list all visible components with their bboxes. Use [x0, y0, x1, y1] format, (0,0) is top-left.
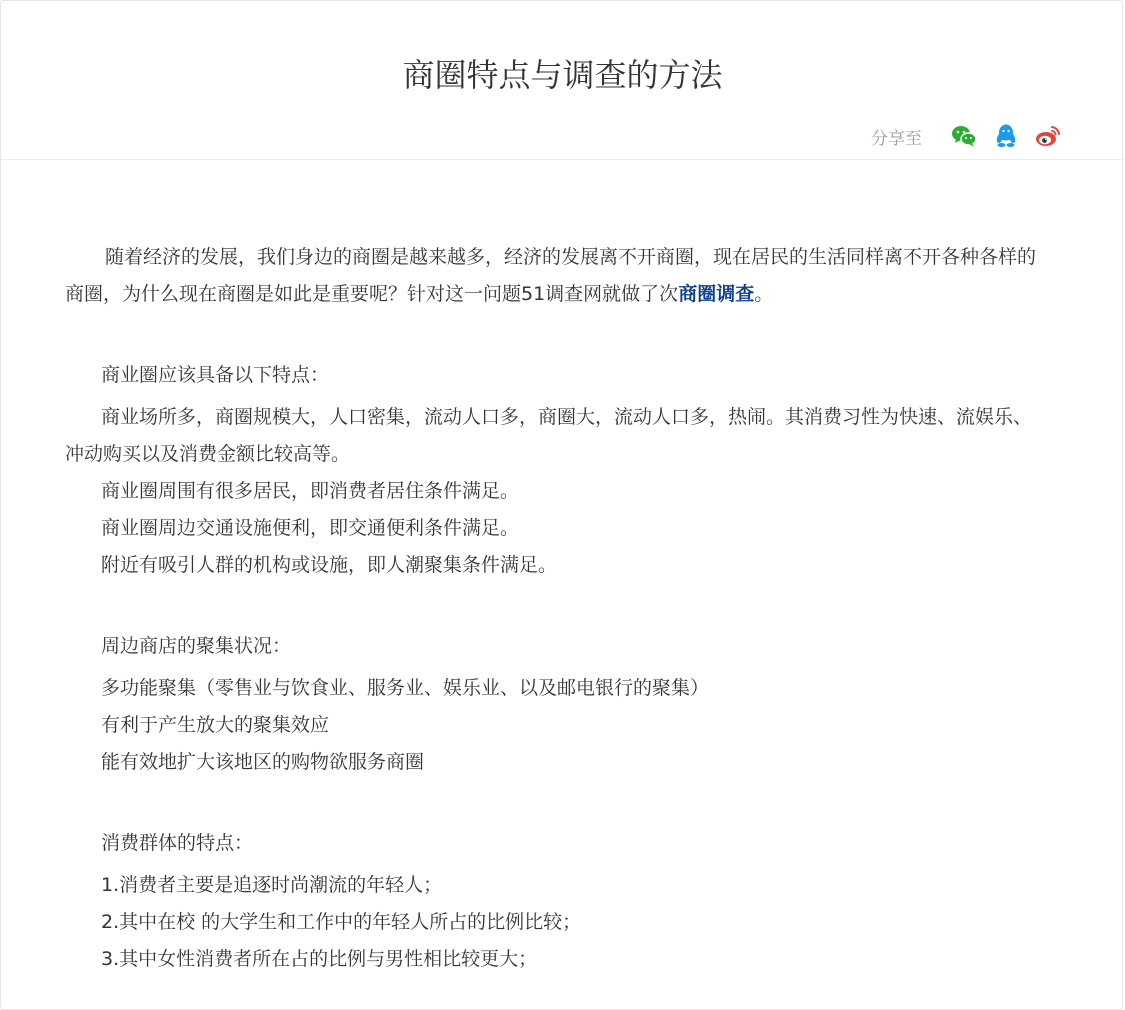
list-item: 1.消费者主要是追逐时尚潮流的年轻人； — [101, 874, 443, 896]
list-item: 3.其中女性消费者所在占的比例与男性相比较更大； — [101, 948, 538, 970]
intro-paragraph — [65, 239, 1050, 313]
share-label: 分享至 — [871, 128, 922, 149]
list-item: 商业场所多，商圈规模大，人口密集，流动人口多，商圈大，流动人口多，热闹。其消费习性为快速、流娱乐、冲动购买以及消费金额比较高等。 — [65, 406, 1033, 465]
share-bar — [871, 121, 1062, 151]
list-item: 商业圈周围有很多居民，即消费者居住条件满足。 — [101, 480, 520, 502]
survey-link[interactable]: 商圈调查 — [678, 283, 755, 305]
list-item: 2.其中在校 的大学生和工作中的年轻人所占的比例比较； — [101, 911, 582, 933]
article-body — [65, 239, 1050, 978]
section-heading-consumers: 消费群体的特点： — [101, 832, 254, 854]
article-header — [1, 1, 1124, 160]
wechat-icon[interactable] — [950, 122, 978, 150]
list-item: 附近有吸引人群的机构或设施，即人潮聚集条件满足。 — [101, 554, 558, 576]
list-item: 能有效地扩大该地区的购物欲服务商圈 — [101, 751, 425, 773]
intro-end: 。 — [754, 283, 774, 305]
section-heading-features: 商业圈应该具备以下特点： — [101, 364, 330, 386]
page-title: 商圈特点与调查的方法 — [402, 56, 723, 94]
intro-text: 随着经济的发展，我们身边的商圈是越来越多，经济的发展离不开商圈，现在居民的生活同样离不开各种各样的商圈，为什么现在商圈是如此是重要呢？针对这一问题51调查网就做了次 — [65, 246, 1037, 305]
list-item: 有利于产生放大的聚集效应 — [101, 714, 330, 736]
section-heading-stores: 周边商店的聚集状况： — [101, 635, 292, 657]
qq-icon[interactable] — [992, 122, 1020, 150]
list-item: 商业圈周边交通设施便利，即交通便利条件满足。 — [101, 517, 520, 539]
weibo-icon[interactable] — [1034, 122, 1062, 150]
list-item: 多功能聚集（零售业与饮食业、服务业、娱乐业、以及邮电银行的聚集） — [101, 677, 710, 699]
